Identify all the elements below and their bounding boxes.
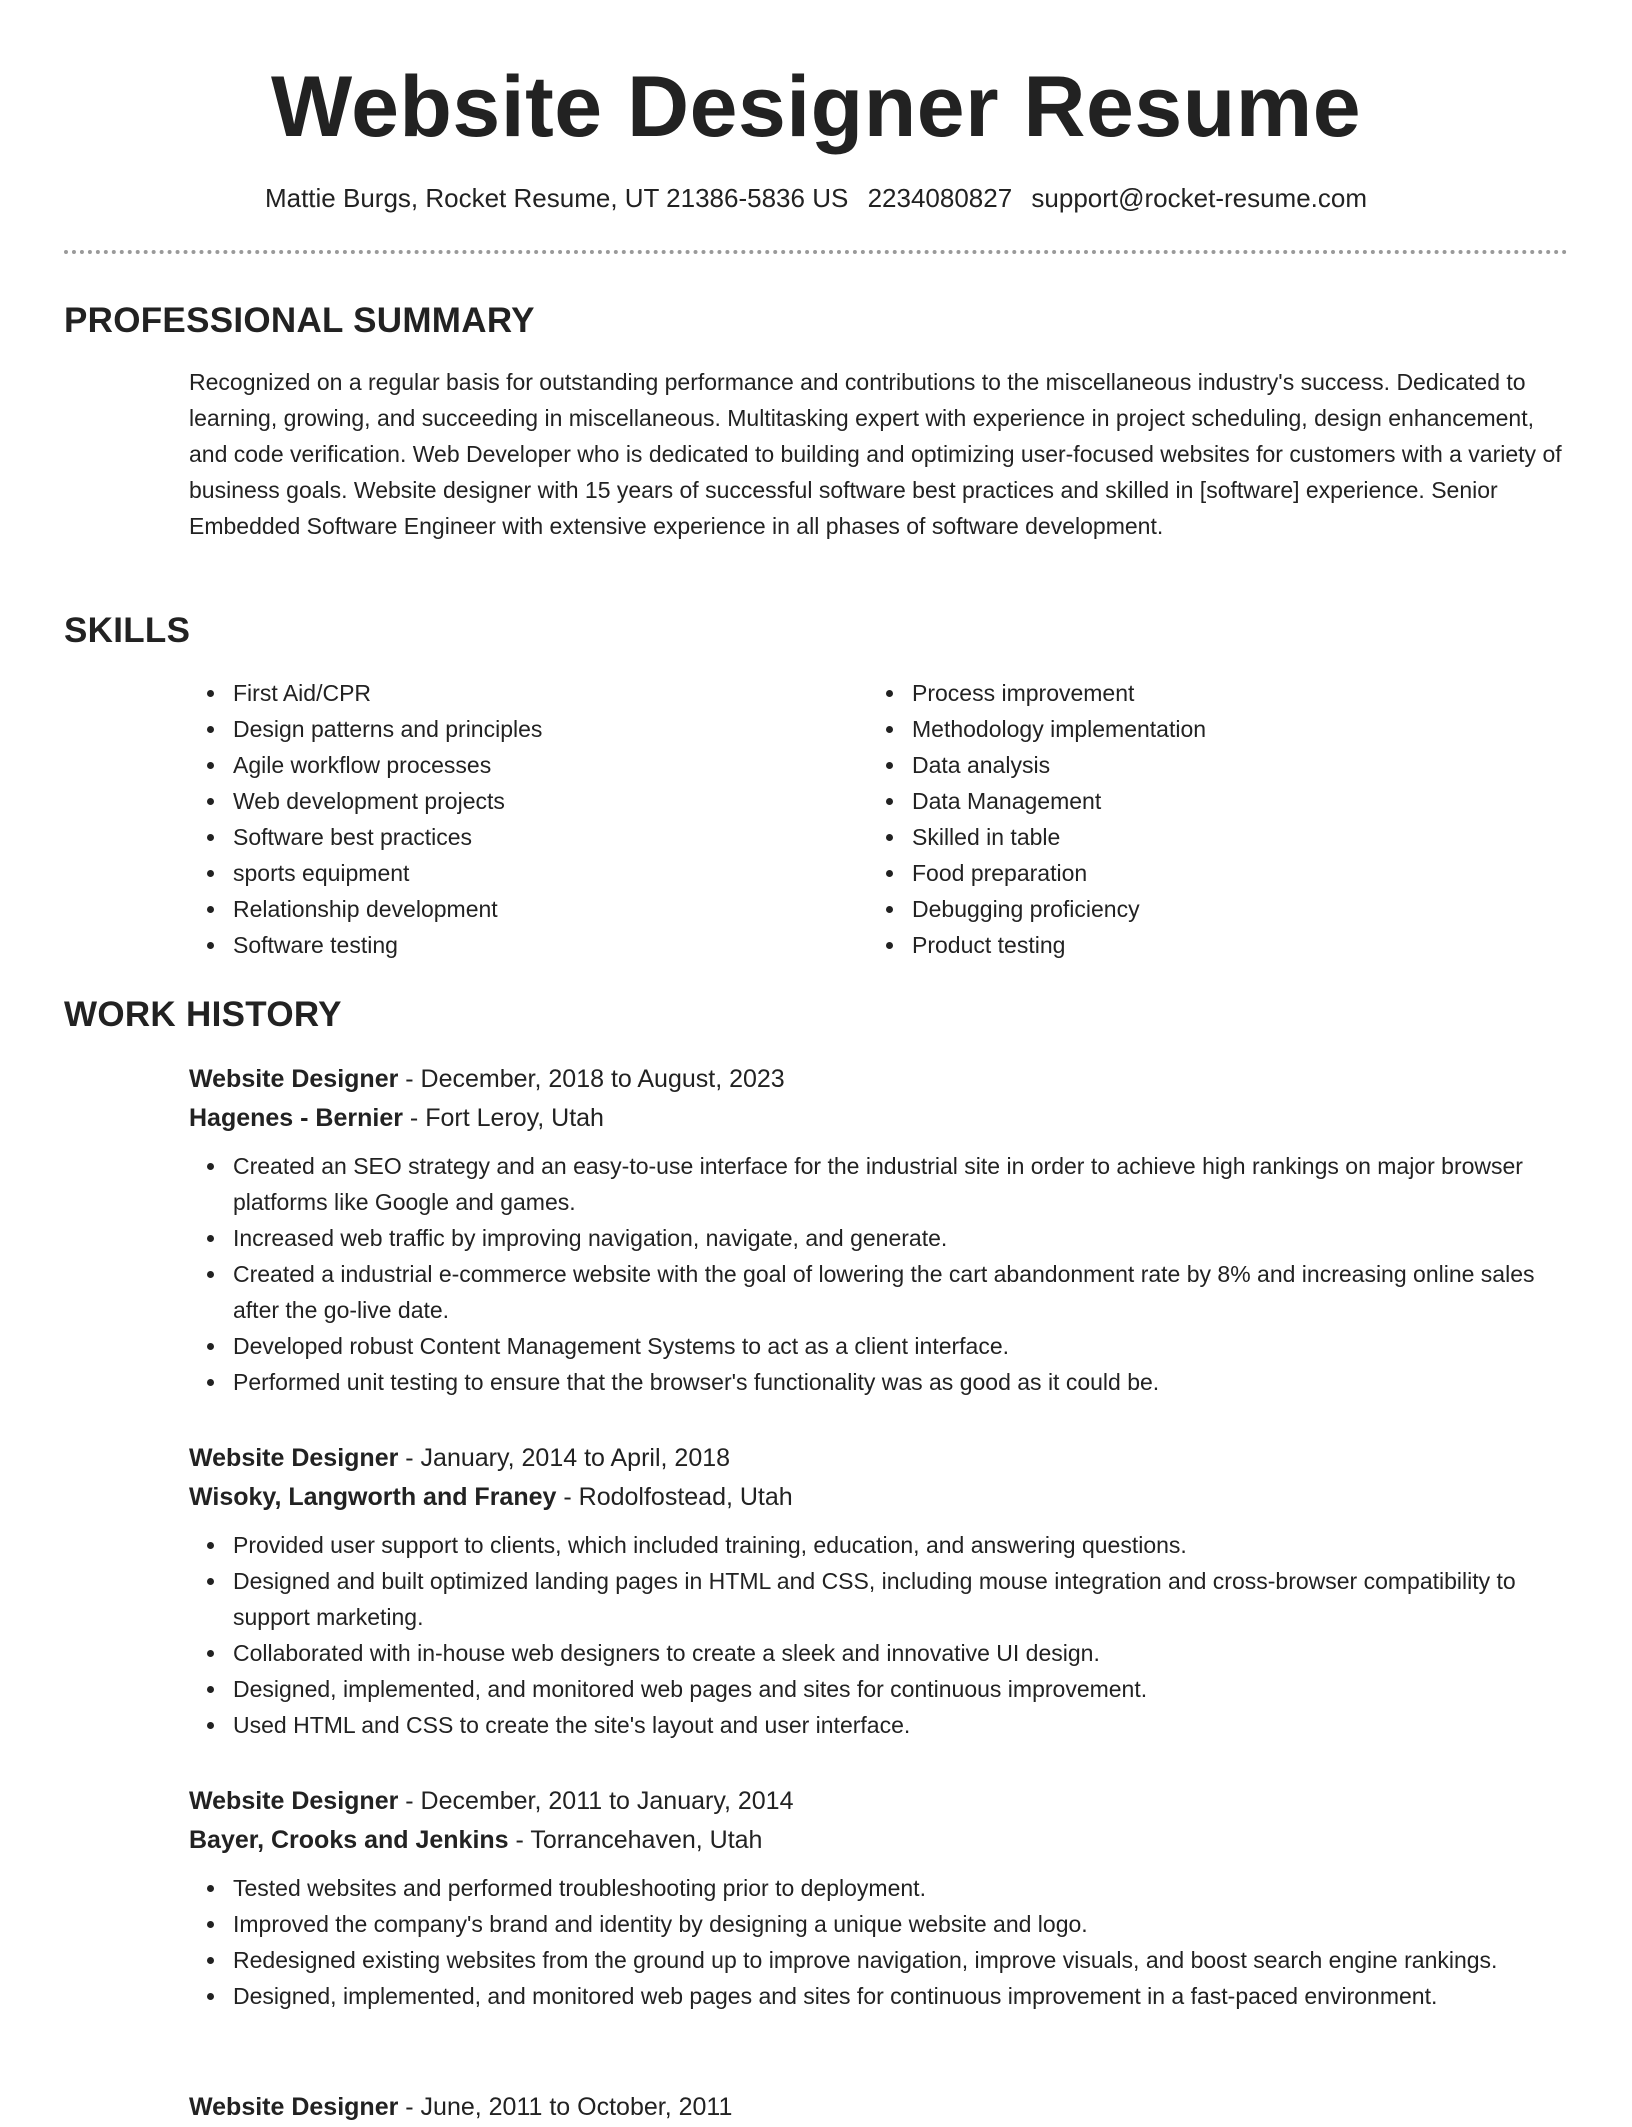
contact-email: support@rocket-resume.com (1031, 183, 1368, 213)
contact-phone: 2234080827 (867, 183, 1013, 213)
skill-item: Skilled in table (868, 819, 1468, 855)
page-title: Website Designer Resume (270, 59, 1362, 155)
skill-item: Product testing (868, 927, 1468, 963)
job-title-line (189, 2088, 1569, 2127)
skill-item: Design patterns and principles (189, 711, 789, 747)
skill-item: sports equipment (189, 855, 789, 891)
skill-item: Data analysis (868, 747, 1468, 783)
contact-line (0, 180, 1632, 216)
job-bullet: Performed unit testing to ensure that the browser's functionality was as good as it could be. (189, 1364, 1569, 1400)
job-title-line (189, 1060, 1569, 1099)
skill-item: Agile workflow processes (189, 747, 789, 783)
job-bullet: Used HTML and CSS to create the site's layout and user interface. (189, 1707, 1569, 1743)
work-heading: WORK HISTORY (64, 995, 342, 1034)
summary-text: Recognized on a regular basis for outstanding performance and contributions to the miscellaneous industry's success. Dedicated to learning, growing, and succeeding in miscellaneous. Multitasking expert with experience in project scheduling, design enhancement, and code verification. Web Developer who is dedicated to building and optimizing user-focused websites for customers with a variety of business goals. Website designer with 15 years of successful software best practices and skilled in [software] experience. Senior Embedded Software Engineer with extensive experience in all phases of software development. (189, 369, 1562, 539)
skill-item: Software testing (189, 927, 789, 963)
job-location: - Rodolfostead, Utah (563, 1483, 793, 1511)
job-dates: - December, 2018 to August, 2023 (405, 1065, 785, 1093)
job-bullet: Redesigned existing websites from the ground up to improve navigation, improve visuals, and boost search engine rankings. (189, 1942, 1569, 1978)
skills-heading: SKILLS (64, 611, 191, 650)
job-entry (189, 1060, 1569, 1400)
job-entry (189, 1439, 1569, 1743)
skill-item: First Aid/CPR (189, 675, 789, 711)
job-company-line (189, 1478, 1569, 1517)
job-bullet: Created a industrial e-commerce website with the goal of lowering the cart abandonment rate by 8% and increasing online sales after the go-live date. (189, 1256, 1569, 1328)
skills-list-right (868, 675, 1468, 963)
job-bullets (189, 1527, 1569, 1743)
job-bullet: Improved the company's brand and identity by designing a unique website and logo. (189, 1906, 1569, 1942)
summary-heading: PROFESSIONAL SUMMARY (64, 301, 535, 340)
skill-item: Food preparation (868, 855, 1468, 891)
skill-item: Software best practices (189, 819, 789, 855)
job-title: Website Designer (189, 1787, 399, 1815)
skill-item: Process improvement (868, 675, 1468, 711)
job-company-line (189, 1821, 1569, 1860)
job-bullet: Increased web traffic by improving navigation, navigate, and generate. (189, 1220, 1569, 1256)
job-company: Hagenes - Bernier (189, 1104, 403, 1132)
job-dates: - June, 2011 to October, 2011 (405, 2093, 733, 2121)
job-bullet: Designed, implemented, and monitored web pages and sites for continuous improvement. (189, 1671, 1569, 1707)
job-company-line (189, 1099, 1569, 1138)
skill-item: Relationship development (189, 891, 789, 927)
skill-item: Debugging proficiency (868, 891, 1468, 927)
job-dates: - December, 2011 to January, 2014 (405, 1787, 794, 1815)
skill-item: Web development projects (189, 783, 789, 819)
job-bullet: Provided user support to clients, which included training, education, and answering questions. (189, 1527, 1569, 1563)
job-dates: - January, 2014 to April, 2018 (405, 1444, 731, 1472)
job-bullet: Created an SEO strategy and an easy-to-use interface for the industrial site in order to achieve high rankings on major browser platforms like Google and games. (189, 1148, 1569, 1220)
job-location: - Torrancehaven, Utah (515, 1826, 763, 1854)
skills-list-left (189, 675, 789, 963)
job-title-line (189, 1439, 1569, 1478)
job-bullet: Designed and built optimized landing pages in HTML and CSS, including mouse integration and cross-browser compatibility to support marketing. (189, 1563, 1569, 1635)
job-bullet: Developed robust Content Management Systems to act as a client interface. (189, 1328, 1569, 1364)
job-bullets (189, 1870, 1569, 2014)
skill-item: Data Management (868, 783, 1468, 819)
header-divider (64, 250, 1568, 254)
job-title: Website Designer (189, 1444, 399, 1472)
job-entry (189, 2088, 1569, 2127)
job-bullets (189, 1148, 1569, 1400)
job-entry (189, 1782, 1569, 2014)
job-bullet: Tested websites and performed troubleshooting prior to deployment. (189, 1870, 1569, 1906)
contact-address: Mattie Burgs, Rocket Resume, UT 21386-5836 US (264, 183, 849, 213)
job-title: Website Designer (189, 2093, 399, 2121)
job-bullet: Designed, implemented, and monitored web pages and sites for continuous improvement in a fast-paced environment. (189, 1978, 1569, 2014)
job-company: Wisoky, Langworth and Franey (189, 1483, 557, 1511)
job-title-line (189, 1782, 1569, 1821)
job-location: - Fort Leroy, Utah (409, 1104, 604, 1132)
job-title: Website Designer (189, 1065, 399, 1093)
skill-item: Methodology implementation (868, 711, 1468, 747)
job-company: Bayer, Crooks and Jenkins (189, 1826, 509, 1854)
job-bullet: Collaborated with in-house web designers to create a sleek and innovative UI design. (189, 1635, 1569, 1671)
